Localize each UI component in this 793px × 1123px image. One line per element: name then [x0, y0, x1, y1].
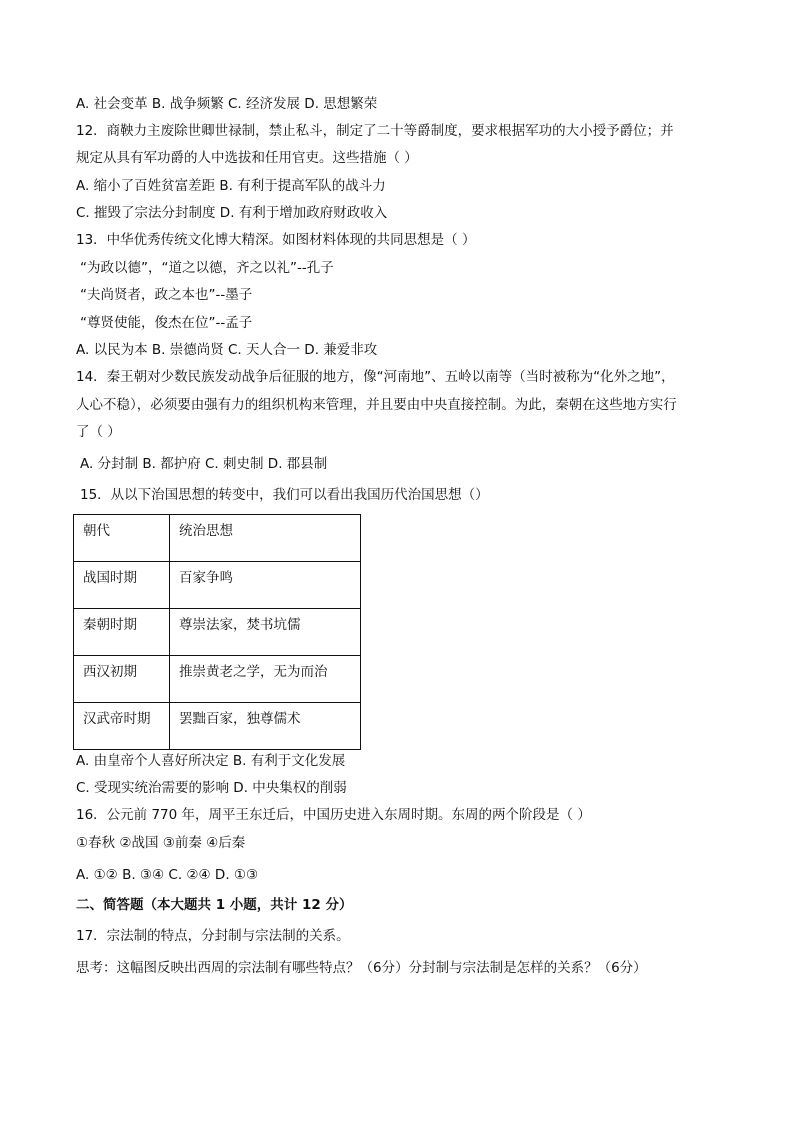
q13-quote-mozi: “夫尚贤者，政之本也”--墨子 — [80, 287, 253, 303]
q16-items: ①春秋 ②战国 ③前秦 ④后秦 — [76, 835, 246, 851]
table-row — [74, 609, 361, 656]
q13-options: A. 以民为本 B. 崇德尚贤 C. 天人合一 D. 兼爱非攻 — [76, 342, 378, 358]
section-heading-short-answer: 二、简答题（本大题共 1 小题，共计 12 分） — [76, 897, 353, 913]
q12-options-ab: A. 缩小了百姓贫富差距 B. 有利于提高军队的战斗力 — [76, 178, 386, 194]
table-cell-dynasty: 秦朝时期 — [74, 609, 170, 656]
q15-options-cd: C. 受现实统治需要的影响 D. 中央集权的削弱 — [76, 780, 347, 796]
q13-stem: 13．中华优秀传统文化博大精深。如图材料体现的共同思想是（ ） — [76, 232, 476, 248]
table-row — [74, 562, 361, 609]
table-cell-ideology: 推崇黄老之学，无为而治 — [170, 656, 361, 703]
table-row — [74, 703, 361, 750]
q11-options: A. 社会变革 B. 战争频繁 C. 经济发展 D. 思想繁荣 — [76, 96, 378, 112]
governance-thought-table — [73, 514, 361, 750]
q14-stem-line3: 了（ ） — [76, 424, 121, 440]
table-cell-ideology: 百家争鸣 — [170, 562, 361, 609]
table-header-dynasty: 朝代 — [74, 515, 170, 562]
table-header-ideology: 统治思想 — [170, 515, 361, 562]
q16-options: A. ①② B. ③④ C. ②④ D. ①③ — [76, 867, 259, 883]
table-header-row — [74, 515, 361, 562]
table-cell-dynasty: 西汉初期 — [74, 656, 170, 703]
q12-stem-line2: 规定从具有军功爵的人中选拔和任用官吏。这些措施（ ） — [76, 150, 418, 166]
table-cell-ideology: 罢黜百家，独尊儒术 — [170, 703, 361, 750]
table-cell-ideology: 尊崇法家，焚书坑儒 — [170, 609, 361, 656]
q17-stem: 17．宗法制的特点，分封制与宗法制的关系。 — [76, 928, 350, 944]
q14-stem-line1: 14．秦王朝对少数民族发动战争后征服的地方，像“河南地”、五岭以南等（当时被称为“化外之地”， — [76, 369, 675, 385]
q13-quote-mencius: “尊贤使能，俊杰在位”--孟子 — [80, 315, 253, 331]
q14-options: A. 分封制 B. 都护府 C. 刺史制 D. 郡县制 — [80, 456, 328, 472]
q12-stem-line1: 12．商鞅力主废除世卿世禄制，禁止私斗，制定了二十等爵制度，要求根据军功的大小授予爵位；并 — [76, 123, 674, 139]
q15-stem: 15．从以下治国思想的转变中，我们可以看出我国历代治国思想（） — [80, 487, 489, 503]
table-row — [74, 656, 361, 703]
q15-options-ab: A. 由皇帝个人喜好所决定 B. 有利于文化发展 — [76, 753, 346, 769]
q16-stem: 16．公元前 770 年，周平王东迁后，中国历史进入东周时期。东周的两个阶段是（ ） — [76, 807, 591, 823]
table-cell-dynasty: 战国时期 — [74, 562, 170, 609]
q12-options-cd: C. 摧毁了宗法分封制度 D. 有利于增加政府财政收入 — [76, 205, 388, 221]
q17-prompt: 思考：这幅图反映出西周的宗法制有哪些特点？（6分）分封制与宗法制是怎样的关系？（6分） — [76, 960, 647, 976]
q13-quote-confucius: “为政以德”，“道之以德，齐之以礼”--孔子 — [80, 260, 334, 276]
q14-stem-line2: 人心不稳），必须要由强有力的组织机构来管理，并且要由中央直接控制。为此，秦朝在这些地方实行 — [76, 397, 677, 413]
table-cell-dynasty: 汉武帝时期 — [74, 703, 170, 750]
